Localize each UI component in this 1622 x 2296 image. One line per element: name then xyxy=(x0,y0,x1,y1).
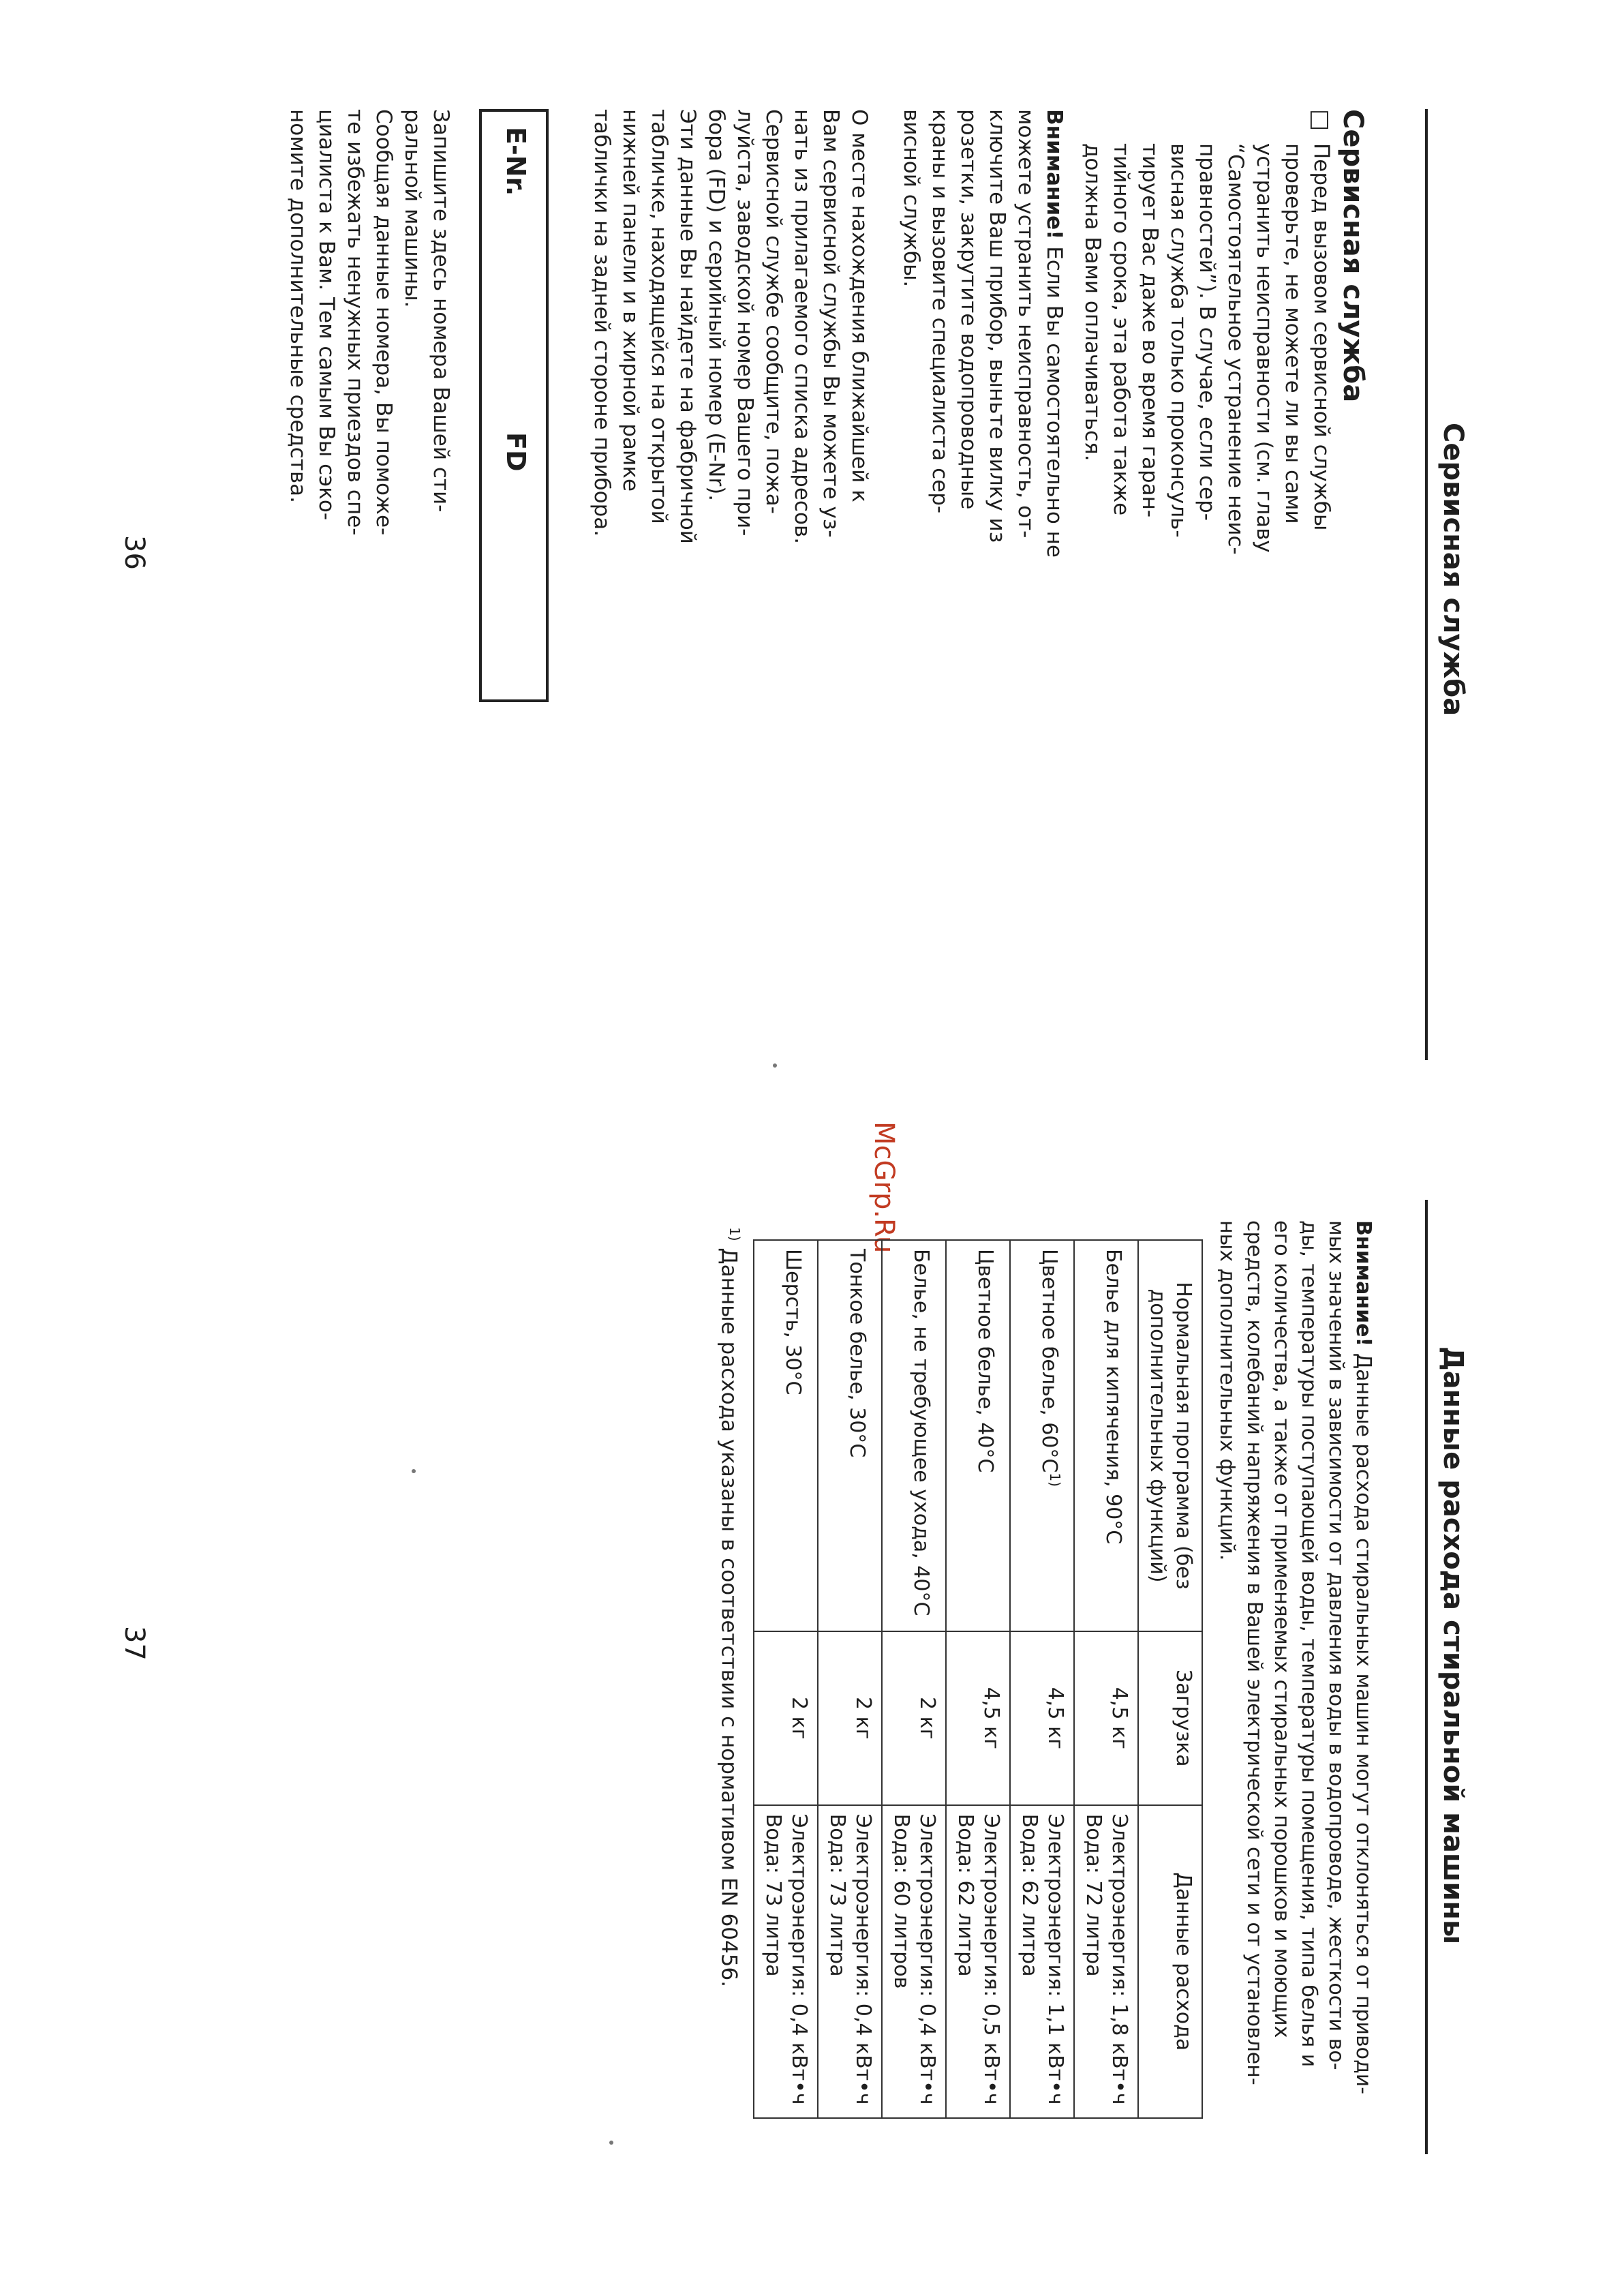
scan-speck xyxy=(412,1469,416,1473)
bullet-line: тирует Вас даже во время гаран- xyxy=(1137,143,1162,518)
consumption-cell: Электроэнергия: 1,1 кВт•ч Вода: 62 литра xyxy=(1010,1805,1074,2118)
footnote-mark: 1) xyxy=(726,1227,743,1241)
header-rule-right xyxy=(1425,1200,1428,2154)
table-row xyxy=(946,1240,1010,2118)
consumption-attention-label: Внимание! xyxy=(1351,1220,1375,1347)
consumption-cell: Электроэнергия: 0,4 кВт•ч Вода: 73 литра xyxy=(754,1805,818,2118)
attention-line: ключите Ваш прибор, выньте вилку из xyxy=(985,109,1009,543)
consumption-cell: Электроэнергия: 0,4 кВт•ч Вода: 73 литра xyxy=(818,1805,882,2118)
consumption-attention-line: Данные расхода стиральных машин могут отклоняться от приводи- xyxy=(1351,1353,1375,2095)
note-line: ральной машины. xyxy=(400,109,425,308)
info-line: О месте нахождения ближайшей к xyxy=(847,109,872,502)
attention-line: Если Вы самостоятельно не xyxy=(1042,246,1067,558)
info-line: табличке, находящейся на открытой xyxy=(647,109,671,524)
attention-paragraph xyxy=(897,109,1069,702)
bullet-line: должна Вами оплачиваться. xyxy=(1080,143,1105,462)
consumption-attention-paragraph xyxy=(1213,1220,1377,2137)
info-line: Эти данные Вы найдете на фабричной xyxy=(675,109,700,544)
left-section-title: Сервисная служба xyxy=(1337,109,1368,403)
right-page-header: Данные расхода стиральной машины xyxy=(1437,1346,1469,1945)
consumption-attention-line: его количества, а также от применяемых стиральных порошков и моющих xyxy=(1270,1220,1294,2038)
consumption-cell: Электроэнергия: 1,8 кВт•ч Вода: 72 литра xyxy=(1074,1805,1138,2118)
table-header-row xyxy=(1138,1240,1202,2118)
info-line: Вам сервисной службы Вы можете уз- xyxy=(818,109,843,538)
attention-line: можете устранить неисправность, от- xyxy=(1013,109,1038,539)
note-paragraph xyxy=(284,109,455,702)
table-row xyxy=(818,1240,882,2118)
watermark-text: McGrp.Ru xyxy=(868,1121,900,1254)
note-line: циалиста к Вам. Тем самым Вы сэко- xyxy=(314,109,339,521)
program-cell: Цветное белье, 40°C xyxy=(946,1240,1010,1631)
note-line: те избежать ненужных приездов спе- xyxy=(343,109,367,536)
program-column-header: Нормальная программа (без дополнительных функций) xyxy=(1138,1240,1202,1631)
consumption-cell: Электроэнергия: 0,5 кВт•ч Вода: 62 литра xyxy=(946,1805,1010,2118)
consumption-table xyxy=(753,1239,1203,2119)
note-line: Запишите здесь номера Вашей сти- xyxy=(429,109,453,513)
program-cell: Белье, не требующее ухода, 40°C xyxy=(882,1240,946,1631)
load-cell: 2 кг xyxy=(882,1631,946,1805)
scan-speck xyxy=(609,2141,613,2145)
enr-label: E-Nr. xyxy=(501,127,531,196)
page-number-left: 36 xyxy=(119,535,150,570)
consumption-attention-line: мых значений в зависимости от давления воды в водопроводе, жесткости во- xyxy=(1324,1220,1348,2070)
table-footnote xyxy=(717,1227,743,1987)
serial-number-box xyxy=(479,109,549,702)
info-line: луйста, заводской номер Вашего при- xyxy=(733,109,757,537)
consumption-attention-line: ных дополнительных функций. xyxy=(1215,1220,1239,1561)
info-line: таблички на задней стороне прибора. xyxy=(590,109,614,537)
load-cell: 2 кг xyxy=(754,1631,818,1805)
program-cell: Шерсть, 30°C xyxy=(754,1240,818,1631)
bullet-paragraph xyxy=(1078,143,1336,702)
fd-label: FD xyxy=(501,432,531,472)
program-cell: Цветное белье, $60^\circ C^{1)}$ xyxy=(1010,1240,1074,1631)
program-cell: Тонкое белье, 30°C xyxy=(818,1240,882,1631)
program-cell: Белье для кипячения, 90°C xyxy=(1074,1240,1138,1631)
bullet-line: правностей”). В случае, если сер- xyxy=(1195,143,1219,521)
consumption-attention-line: средств, колебаний напряжения в Вашей электрической сети и от установлен- xyxy=(1242,1220,1266,2085)
table-row xyxy=(1074,1240,1138,2118)
bullet-line: висная служба только проконсуль- xyxy=(1166,143,1191,538)
note-line: номите дополнительные средства. xyxy=(286,109,310,503)
attention-label: Внимание! xyxy=(1042,109,1067,240)
bullet-line: устранить неисправности (см. главу xyxy=(1252,143,1276,553)
bullet-line: проверьте, не можете ли вы сами xyxy=(1281,143,1305,524)
consumption-attention-line: ды, температуры поступающей воды, температуры помещения, типа белья и xyxy=(1297,1220,1321,2068)
load-cell: 2 кг xyxy=(818,1631,882,1805)
attention-line: висной службы. xyxy=(899,109,923,288)
page-number-right: 37 xyxy=(119,1626,150,1661)
load-cell: 4,5 кг xyxy=(946,1631,1010,1805)
load-cell: 4,5 кг xyxy=(1010,1631,1074,1805)
service-info-paragraph xyxy=(587,109,874,702)
consumption-cell: Электроэнергия: 0,4 кВт•ч Вода: 60 литров xyxy=(882,1805,946,2118)
header-rule-left xyxy=(1425,109,1428,1060)
bullet-line: “Самостоятельное устранение неис- xyxy=(1223,143,1248,555)
table-row xyxy=(882,1240,946,2118)
note-line: Сообщая данные номера, Вы поможе- xyxy=(371,109,396,536)
load-cell: 4,5 кг xyxy=(1074,1631,1138,1805)
info-line: нижней панели и в жирной рамке xyxy=(618,109,643,492)
load-column-header: Загрузка xyxy=(1138,1631,1202,1805)
left-page-header: Сервисная служба xyxy=(1437,423,1469,716)
attention-line: краны и вызовите специалиста сер- xyxy=(928,109,952,514)
scan-speck xyxy=(773,1063,777,1068)
attention-line: розетки, закрутите водопроводные xyxy=(956,109,981,510)
consumption-column-header: Данные расхода xyxy=(1138,1805,1202,2118)
table-row xyxy=(754,1240,818,2118)
bullet-line: Перед вызовом сервисной службы xyxy=(1309,143,1334,531)
info-line: Сервисной службе сообщите, пожа- xyxy=(761,109,786,514)
bullet-checkbox-icon: □ xyxy=(1307,109,1334,132)
bullet-line: тийного срока, эта работа также xyxy=(1109,143,1133,516)
footnote-text: Данные расхода указаны в соответствии с нормативом EN 60456. xyxy=(716,1248,741,1988)
info-line: нать из прилагаемого списка адресов. xyxy=(790,109,814,545)
info-line: бора (FD) и серийный номер (E-Nr). xyxy=(704,109,729,502)
table-row xyxy=(1010,1240,1074,2118)
